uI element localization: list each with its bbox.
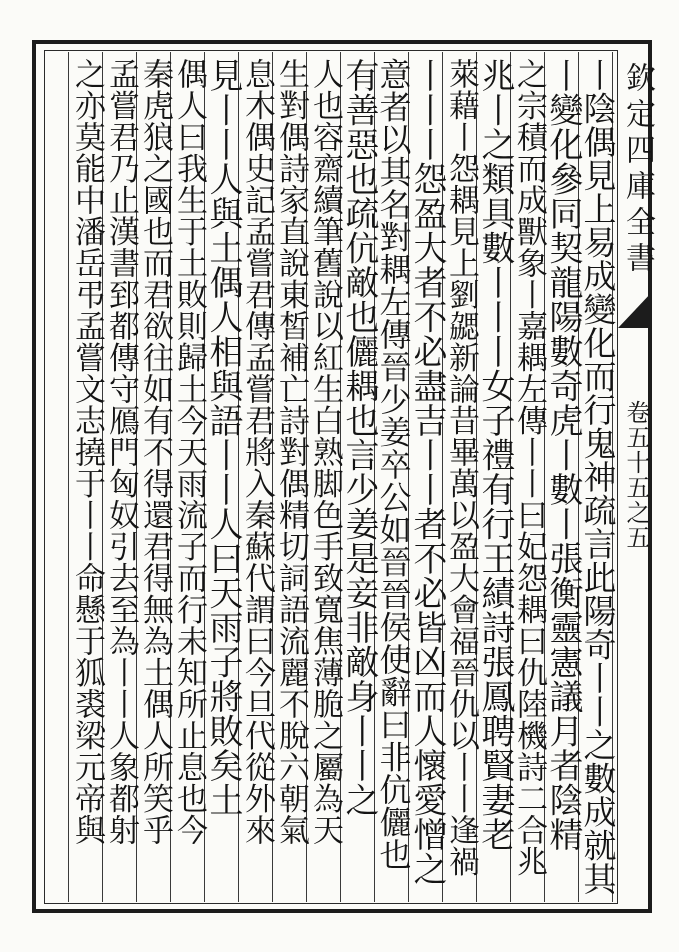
column-text: 生對偶詩家直說東皙補亡詩對偶精切詞語流麗不脫六朝氣 <box>273 58 309 846</box>
column-text: 意者以其名對耦左傳晉少姜卒公如晉晉侯使辭曰非伉儷也 <box>374 58 413 871</box>
fishtail-mark-icon <box>618 292 652 328</box>
column-text: 偶人曰我生于土敗則歸土今天雨流子而行未知所止息也今 <box>171 58 207 846</box>
column-text: 萊藉丨怨耦見上劉勰新論昔畢萬以盈大會福晉仇以丨丨逢禍 <box>443 58 479 877</box>
text-column-16 <box>65 58 109 846</box>
column-text: 之亦莫能中潘岳弔孟嘗文志撓于丨丨命懸于狐裘梁元帝與 <box>69 58 105 846</box>
book-title: 欽定四庫全書 <box>620 62 655 278</box>
column-text: 息木偶史記孟嘗君傳孟嘗君將入秦蘇代謂曰今旦代從外來 <box>239 58 275 846</box>
column-text: 人也容齋續筆舊說以紅生白熟脚色手致寬焦薄脆之屬為天 <box>307 58 343 846</box>
column-text: 見丨丨人與土偶人相與語丨丨人曰天雨子將敗矣土 <box>203 58 243 817</box>
column-text: 有善惡也疏伉敵也儷耦也言少姜是妾非敵身丨丨之 <box>339 58 379 817</box>
column-text: 丨變化參同契龍陽數奇虎丨數丨張衡靈憲議月者陰精 <box>543 58 583 852</box>
column-text: 丨陰偶見上易成變化而行鬼神疏言此陽奇丨丨之數成就其 <box>578 58 618 896</box>
column-text: 兆丨之類具數丨丨丨女子禮有行王績詩張鳳聘賢妻老 <box>475 58 515 852</box>
column-text: 孟嘗君乃止漢書郅都傳守鴈門匈奴引去至為丨丨人象都射 <box>103 58 139 846</box>
juan-number: 卷五十五之五 <box>622 400 650 550</box>
column-text: 丨丨丨怨盈大者不必盡吉丨丨者不必皆凶而人懷愛憎之 <box>407 58 447 886</box>
column-text: 之宗積而成獸象丨嘉耦左傳丨丨曰妃怨耦曰仇陸機詩二合兆 <box>511 58 547 877</box>
column-text: 秦虎狼之國也而君欲往如有不得還君得無為土偶人所笑乎 <box>137 58 173 846</box>
